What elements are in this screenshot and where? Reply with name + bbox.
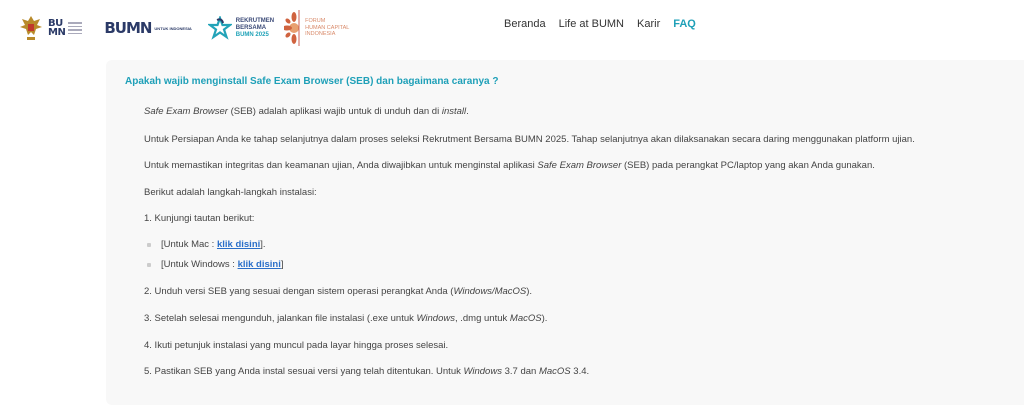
garuda-icon xyxy=(18,13,44,43)
link-mac-item xyxy=(161,239,266,251)
forum-line-1: FORUM xyxy=(305,18,326,25)
macos-italic-2: MacOS xyxy=(538,366,571,377)
windows-italic-2: Windows xyxy=(463,366,502,377)
nav-beranda[interactable]: Beranda xyxy=(504,18,546,30)
intro-end: . xyxy=(466,106,469,117)
rekrut-line-3: BUMN 2025 xyxy=(235,31,269,38)
forum-human-capital-logo[interactable] xyxy=(284,6,349,50)
bumn-wordmark: BUMN xyxy=(104,19,152,37)
forum-line-3: INDONESIA xyxy=(305,31,336,38)
windows-download-link[interactable]: klik disini xyxy=(237,259,281,270)
windows-suffix: ] xyxy=(280,259,284,270)
bumn-subtext: UNTUK INDONESIA xyxy=(154,25,192,31)
step-3 xyxy=(144,313,547,325)
flower-icon xyxy=(284,8,302,48)
windows-prefix: [Untuk Windows : xyxy=(161,259,238,270)
intro-text: (SEB) adalah aplikasi wajib untuk di unduh dan di xyxy=(227,106,442,117)
link-windows-item xyxy=(161,259,284,271)
bullet-icon xyxy=(147,243,151,247)
bumn-tagline xyxy=(68,22,82,34)
garuda-bumn-logo[interactable] xyxy=(18,6,82,50)
step2-end: ). xyxy=(526,286,533,297)
step-5 xyxy=(144,366,589,378)
rekrut-line-1: REKRUTMEN xyxy=(235,17,275,24)
step-1: 1. Kunjungi tautan berikut: xyxy=(144,213,255,224)
answer-preparation: Untuk Persiapan Anda ke tahap selanjutnya dalam proses seleksi Rekrutment Bersama BUMN 2025. Tahap selanjutnya akan dilaksanakan secara daring menggunakan platform ujian. xyxy=(144,134,915,145)
main-nav xyxy=(504,18,709,30)
answer-integrity xyxy=(144,160,875,172)
rekrutmen-bersama-logo[interactable] xyxy=(208,6,274,50)
top-navbar xyxy=(0,0,1024,56)
step-2 xyxy=(144,286,532,298)
step3-end: ). xyxy=(541,313,548,324)
nav-life-at-bumn[interactable]: Life at BUMN xyxy=(558,18,625,30)
macos-italic: MacOS xyxy=(509,313,542,324)
install-italic: install xyxy=(441,106,467,117)
step3-text: 3. Setelah selesai mengunduh, jalankan file instalasi (.exe untuk xyxy=(144,313,417,324)
os-italic: Windows/MacOS xyxy=(453,286,527,297)
bullet-icon xyxy=(147,263,151,267)
mac-download-link[interactable]: klik disini xyxy=(216,239,261,250)
forum-line-2: HUMAN CAPITAL xyxy=(305,24,350,31)
nav-karir[interactable]: Karir xyxy=(637,18,661,30)
seb-italic: Safe Exam Browser xyxy=(144,106,228,117)
steps-intro: Berikut adalah langkah-langkah instalasi: xyxy=(144,187,317,198)
bumn-untuk-indonesia-logo[interactable] xyxy=(104,6,191,50)
integrity-text: Untuk memastikan integritas dan keamanan ujian, Anda diwajibkan untuk menginstal aplikasi xyxy=(144,160,538,171)
mac-suffix: ]. xyxy=(260,239,266,250)
step5-mid: 3.7 dan xyxy=(501,366,539,377)
windows-italic: Windows xyxy=(416,313,455,324)
integrity-end: (SEB) pada perangkat PC/laptop yang akan Anda gunakan. xyxy=(621,160,875,171)
step5-end: 3.4. xyxy=(570,366,590,377)
step-4: 4. Ikuti petunjuk instalasi yang muncul pada layar hingga proses selesai. xyxy=(144,340,449,351)
mac-prefix: [Untuk Mac : xyxy=(161,239,217,250)
seb-italic-2: Safe Exam Browser xyxy=(537,160,622,171)
step2-text: 2. Unduh versi SEB yang sesuai dengan sistem operasi perangkat Anda ( xyxy=(144,286,454,297)
partner-logos xyxy=(18,6,349,50)
bumn-mark: BU MN xyxy=(48,18,66,38)
answer-intro xyxy=(144,106,469,118)
step5-text: 5. Pastikan SEB yang Anda instal sesuai versi yang telah ditentukan. Untuk xyxy=(144,366,464,377)
faq-question[interactable]: Apakah wajib menginstall Safe Exam Browser (SEB) dan bagaimana caranya ? xyxy=(125,76,499,87)
rekrut-line-2: BERSAMA xyxy=(235,24,267,31)
nav-faq[interactable]: FAQ xyxy=(673,18,696,30)
step3-mid: , .dmg untuk xyxy=(454,313,510,324)
star-icon xyxy=(208,16,232,40)
